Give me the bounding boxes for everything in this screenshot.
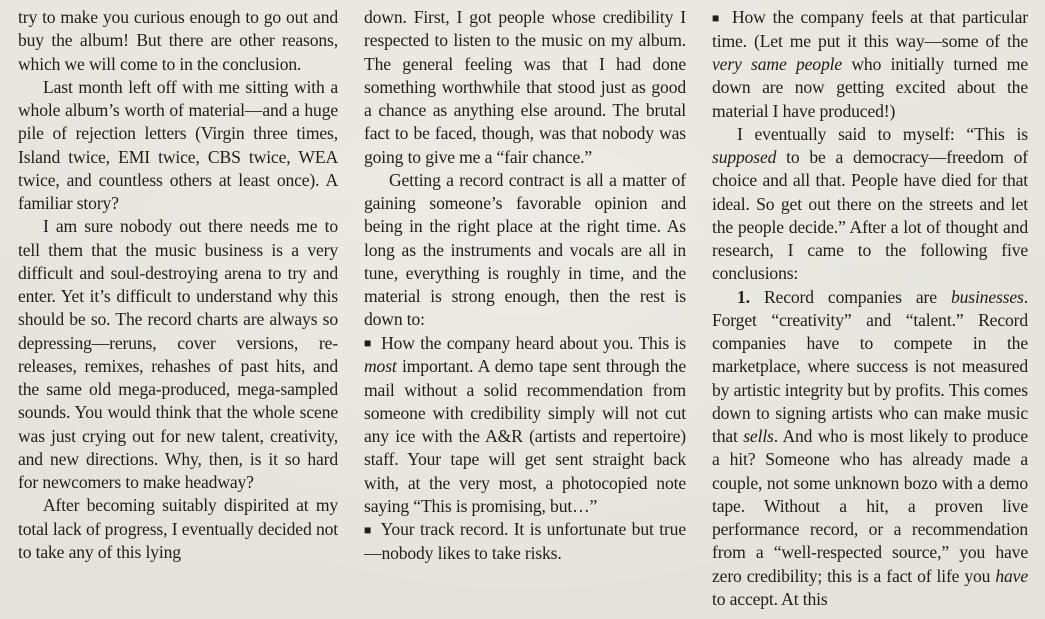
- text-segment: who initially turned me down are now getting excited about the material I have produced!): [712, 54, 1028, 121]
- text-segment: to be a democracy—freedom of choice and all that. People have died for that ideal. So get out there on the streets and let the people decide.” After a lot of thought and research, I came to the following five conclusions:: [712, 147, 1028, 284]
- text-segment: . And who is most likely to produce a hit? Someone who has already made a couple, not some unknown bozo with a demo tape. Without a hit, a proven live performance record, or a recommendation from a “well-respected source,” you have zero credibility; this is a fact of life you: [712, 426, 1028, 586]
- paragraph: [18, 76, 338, 216]
- text-segment: 1.: [737, 286, 750, 307]
- text-segment: Getting a record contract is all a matter of gaining someone’s favorable opinion and being in the right place at the right time. As long as the instruments and vocals are all in tune, everything is roughly in time, and the material is strong enough, then the rest is down to:: [364, 169, 686, 330]
- text-segment: How the company feels at that particular time. (Let me put it this way—some of the: [712, 7, 1029, 51]
- text-column-right: [712, 6, 1028, 619]
- bulleted-paragraph: [364, 332, 686, 519]
- text-segment: most: [364, 356, 397, 377]
- text-segment: very same people: [712, 54, 842, 75]
- paragraph: [18, 494, 338, 564]
- paragraph: [364, 169, 686, 332]
- paragraph: [712, 286, 1028, 612]
- paragraph: [18, 6, 338, 76]
- text-segment: Record companies are: [749, 286, 951, 307]
- bullet-square-icon: ■: [364, 336, 373, 351]
- text-segment: to accept. At this: [712, 588, 828, 609]
- text-segment: I am sure nobody out there needs me to tell them that the music business is a very difficult and soul-destroying arena to try and enter. Yet it’s difficult to understand why this should be so. The record charts are always so depressing—reruns, cover versions, re-releases, remixes, rehashes of past hits, and the same old mega-produced, mega-sampled sounds. You would think that the whole scene was just crying out for new talent, creativity, and new directions. Why, then, is it so hard for newcomers to make headway?: [18, 216, 338, 492]
- text-segment: businesses: [950, 286, 1024, 307]
- bulleted-paragraph: [364, 518, 686, 565]
- text-segment: supposed: [712, 147, 777, 168]
- text-segment: important. A demo tape sent through the mail without a solid recommendation from someone with credibility simply will not cut any ice with the A&R (artists and repertoire) staff. Your tape will get sent straight back with, at the very most, a photocopied note saying “This is promising, but…”: [364, 356, 686, 516]
- text-column-middle: [364, 6, 686, 619]
- bulleted-paragraph: [712, 6, 1028, 123]
- text-segment: Your track record. It is unfortunate but true—nobody likes to take risks.: [364, 519, 686, 563]
- text-segment: down. First, I got people whose credibility I respected to listen to the music on my album. The general feeling was that I had done something worthwhile that stood just as good a chance as anything else around. The brutal fact to be faced, though, was that nobody was going to give me a “fair chance.”: [364, 7, 686, 167]
- paragraph: [364, 6, 686, 169]
- text-segment: How the company heard about you. This is: [381, 332, 686, 353]
- text-segment: . Forget “creativity” and “talent.” Record companies have to compete in the marketplace, where success is not measured by artistic integrity but by profits. This comes down to signing artists who can make music that: [712, 286, 1028, 447]
- text-segment: I eventually said to myself: “This is: [737, 123, 1028, 144]
- text-segment: After becoming suitably dispirited at my total lack of progress, I eventually decided not to take any of this lying: [18, 495, 338, 562]
- text-segment: sells: [743, 426, 774, 447]
- bullet-square-icon: ■: [712, 10, 723, 25]
- bullet-square-icon: ■: [364, 522, 373, 537]
- text-column-left: [18, 6, 338, 619]
- paragraph: [712, 123, 1028, 286]
- text-segment: have: [995, 565, 1028, 586]
- text-segment: try to make you curious enough to go out and buy the album! But there are other reasons, which we will come to in the conclusion.: [18, 7, 338, 74]
- text-segment: Last month left off with me sitting with a whole album’s worth of material—and a huge pile of rejection letters (Virgin three times, Island twice, EMI twice, CBS twice, WEA twice, and countless others at least once). A familiar story?: [18, 76, 338, 213]
- paragraph: [18, 215, 338, 494]
